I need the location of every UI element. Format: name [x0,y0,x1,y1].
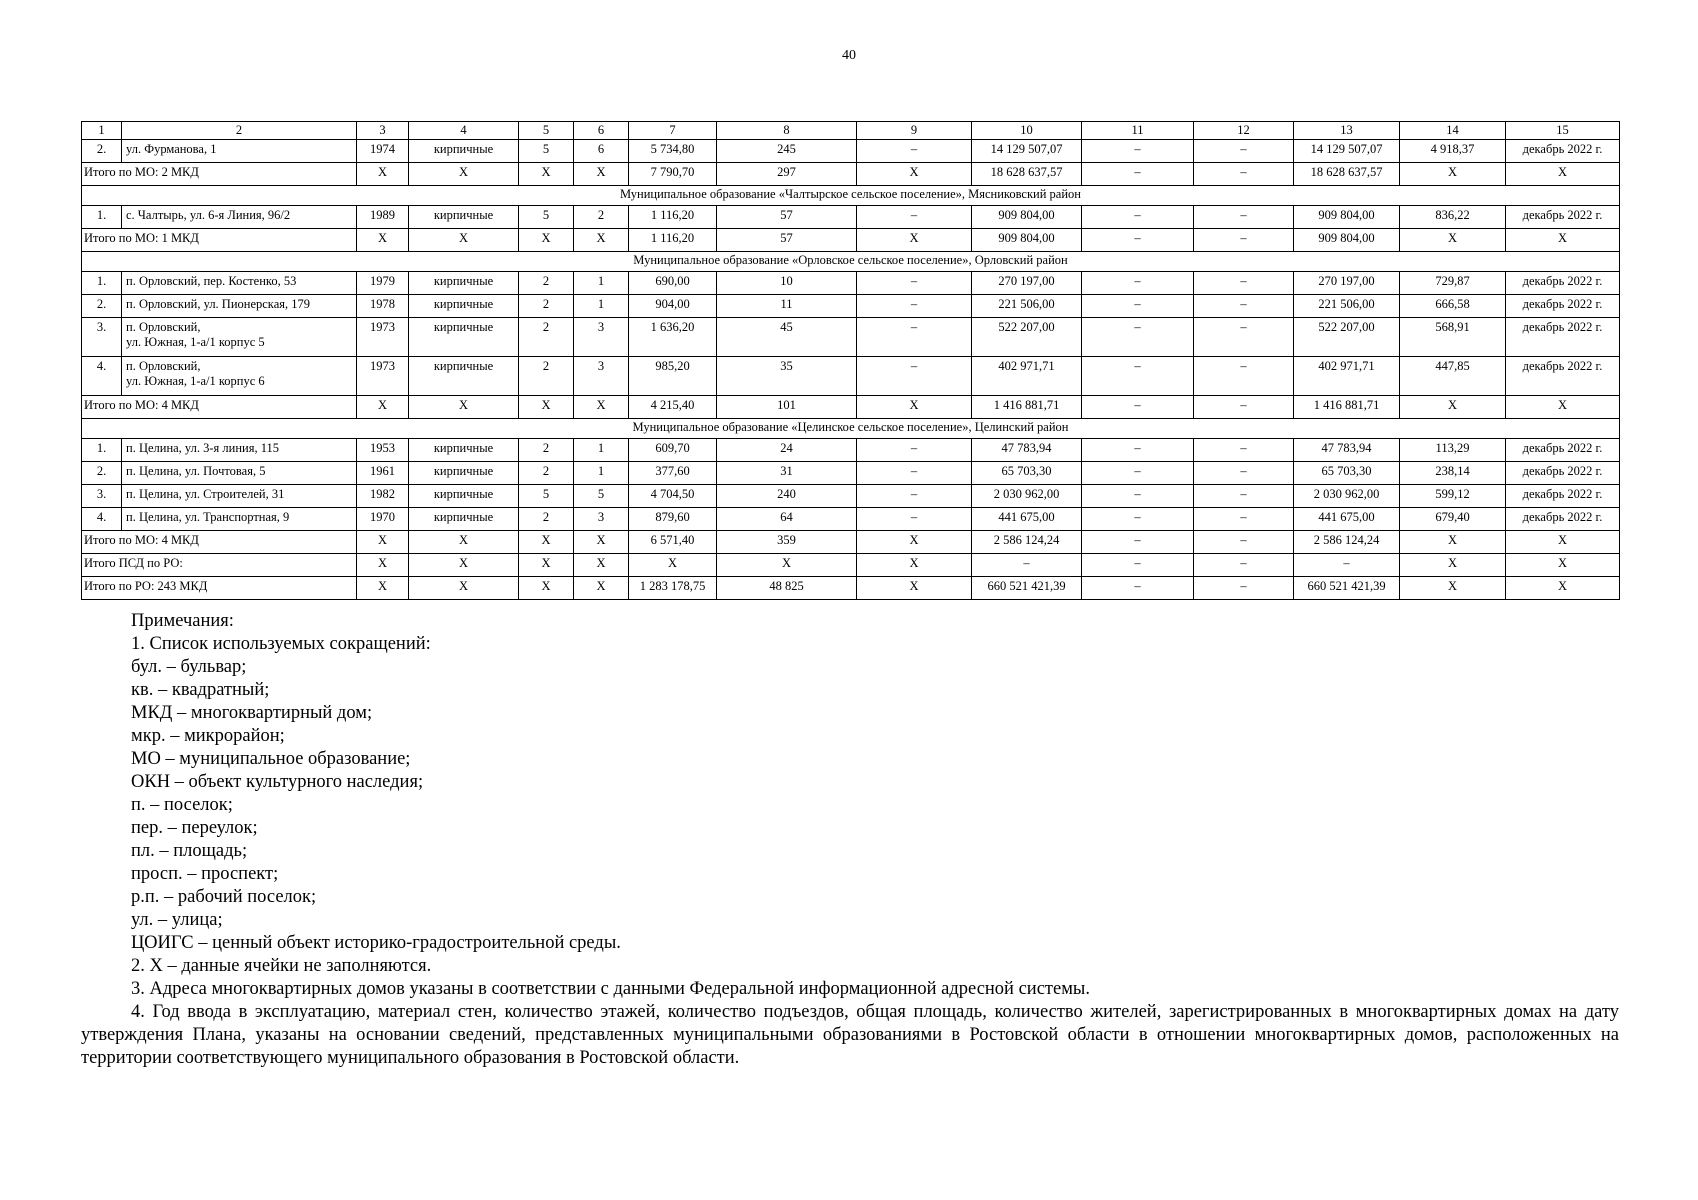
header-row [82,122,1620,140]
total-cell: 359 [717,531,857,554]
total-cell: X [1506,531,1620,554]
total-cell: X [574,554,629,577]
total-cell: X [1400,163,1506,186]
total-cell: 4 215,40 [629,396,717,419]
data-cell: 6 [574,140,629,163]
total-cell: 909 804,00 [1294,229,1400,252]
page-number: 40 [842,48,856,63]
total-cell: 1 416 881,71 [972,396,1082,419]
total-cell: X [629,554,717,577]
note-line: МО – муниципальное образование; [131,749,411,769]
data-cell: 1953 [357,439,409,462]
data-cell: 14 129 507,07 [972,140,1082,163]
data-cell: 447,85 [1400,357,1506,396]
total-cell: X [574,531,629,554]
data-cell: 402 971,71 [972,357,1082,396]
data-cell: – [1194,140,1294,163]
total-cell: 660 521 421,39 [972,577,1082,600]
notes-heading: Примечания: [131,611,234,631]
data-cell: – [1082,206,1194,229]
address-cell: с. Чалтырь, ул. 6-я Линия, 96/2 [122,206,357,229]
data-cell: декабрь 2022 г. [1506,295,1620,318]
section-title: Муниципальное образование «Целинское сельское поселение», Целинский район [82,419,1620,439]
data-cell: 57 [717,206,857,229]
total-cell: – [1082,229,1194,252]
data-cell: 2 [519,295,574,318]
data-cell: – [1194,272,1294,295]
data-cell: 240 [717,485,857,508]
total-cell: X [409,577,519,600]
data-cell: 3 [574,357,629,396]
data-cell: 402 971,71 [1294,357,1400,396]
row-number: 1. [82,439,122,462]
data-cell: 5 [519,206,574,229]
data-cell: 1973 [357,318,409,357]
data-cell: кирпичные [409,485,519,508]
note-line: МКД – многоквартирный дом; [131,703,373,723]
note-line: пл. – площадь; [131,841,248,861]
total-cell: 1 283 178,75 [629,577,717,600]
total-cell: X [1400,396,1506,419]
total-cell: X [1400,531,1506,554]
header-cell: 4 [409,122,519,140]
data-cell: 4 704,50 [629,485,717,508]
table-row [82,318,1620,357]
header-cell: 7 [629,122,717,140]
section-row [82,186,1620,206]
data-cell: 1 116,20 [629,206,717,229]
data-cell: декабрь 2022 г. [1506,439,1620,462]
data-cell: 985,20 [629,357,717,396]
table-row [82,485,1620,508]
total-cell: X [574,163,629,186]
row-number: 1. [82,272,122,295]
header-cell: 12 [1194,122,1294,140]
data-cell: 270 197,00 [1294,272,1400,295]
data-cell: 2 [519,357,574,396]
header-cell: 13 [1294,122,1400,140]
data-cell: декабрь 2022 г. [1506,206,1620,229]
data-cell: 14 129 507,07 [1294,140,1400,163]
data-cell: – [1082,357,1194,396]
data-cell: 2 030 962,00 [1294,485,1400,508]
table-row [82,508,1620,531]
housing-table [81,121,1620,600]
data-cell: декабрь 2022 г. [1506,462,1620,485]
note-line: пер. – переулок; [131,818,258,838]
total-label: Итого по МО: 2 МКД [82,163,357,186]
section-title: Муниципальное образование «Чалтырское сельское поселение», Мясниковский район [82,186,1620,206]
total-cell: X [1400,229,1506,252]
data-cell: – [1194,508,1294,531]
data-cell: 568,91 [1400,318,1506,357]
data-cell: кирпичные [409,272,519,295]
total-cell: X [857,163,972,186]
total-cell: – [1294,554,1400,577]
data-cell: 522 207,00 [972,318,1082,357]
data-cell: 441 675,00 [1294,508,1400,531]
data-cell: 377,60 [629,462,717,485]
total-cell: 6 571,40 [629,531,717,554]
data-cell: – [1082,439,1194,462]
data-cell: – [857,357,972,396]
data-cell: 1989 [357,206,409,229]
data-cell: 1973 [357,357,409,396]
data-cell: 2 [519,508,574,531]
address-cell: п. Орловский, ул. Южная, 1-а/1 корпус 5 [122,318,357,357]
data-cell: 2 [519,439,574,462]
data-cell: кирпичные [409,295,519,318]
total-row [82,163,1620,186]
note-line: 3. Адреса многоквартирных домов указаны в соответствии с данными Федеральной информационной адресной системы. [131,979,1090,999]
total-cell: – [1194,531,1294,554]
total-cell: X [519,577,574,600]
data-cell: 690,00 [629,272,717,295]
row-number: 2. [82,462,122,485]
address-cell: п. Целина, ул. Строителей, 31 [122,485,357,508]
note-line: мкр. – микрорайон; [131,726,285,746]
data-cell: декабрь 2022 г. [1506,357,1620,396]
total-cell: X [1506,163,1620,186]
total-cell: X [1506,577,1620,600]
total-cell: – [1082,163,1194,186]
header-cell: 6 [574,122,629,140]
total-cell: 909 804,00 [972,229,1082,252]
data-cell: 729,87 [1400,272,1506,295]
data-cell: 4 918,37 [1400,140,1506,163]
data-cell: 1 [574,295,629,318]
data-cell: 31 [717,462,857,485]
data-cell: 1979 [357,272,409,295]
address-cell: п. Целина, ул. Почтовая, 5 [122,462,357,485]
total-cell: X [857,554,972,577]
address-cell: п. Целина, ул. 3-я линия, 115 [122,439,357,462]
data-cell: кирпичные [409,318,519,357]
data-cell: декабрь 2022 г. [1506,272,1620,295]
data-cell: – [857,318,972,357]
note-line: кв. – квадратный; [131,680,270,700]
total-cell: 48 825 [717,577,857,600]
total-cell: 297 [717,163,857,186]
header-cell: 2 [122,122,357,140]
data-cell: 909 804,00 [972,206,1082,229]
section-title: Муниципальное образование «Орловское сельское поселение», Орловский район [82,252,1620,272]
header-cell: 11 [1082,122,1194,140]
data-cell: 64 [717,508,857,531]
data-cell: – [857,206,972,229]
total-cell: 18 628 637,57 [972,163,1082,186]
data-cell: 65 703,30 [972,462,1082,485]
header-cell: 3 [357,122,409,140]
data-cell: кирпичные [409,439,519,462]
total-row [82,531,1620,554]
total-cell: X [519,554,574,577]
section-row [82,252,1620,272]
data-cell: 1961 [357,462,409,485]
note-line: ул. – улица; [131,910,223,930]
total-cell: X [1506,396,1620,419]
total-cell: – [1082,554,1194,577]
data-cell: 5 [519,485,574,508]
data-cell: 879,60 [629,508,717,531]
note-line: п. – поселок; [131,795,233,815]
data-cell: 599,12 [1400,485,1506,508]
total-cell: X [357,163,409,186]
note-line: бул. – бульвар; [131,657,247,677]
data-cell: 2 [574,206,629,229]
address-cell: п. Целина, ул. Транспортная, 9 [122,508,357,531]
data-cell: 47 783,94 [1294,439,1400,462]
header-cell: 5 [519,122,574,140]
data-cell: 1970 [357,508,409,531]
table-row [82,140,1620,163]
data-cell: 45 [717,318,857,357]
note-paragraph: 4. Год ввода в эксплуатацию, материал стен, количество этажей, количество подъездов, общая площадь, количество жителей, зарегистрированных в многоквартирных домах на дату утверждения Плана, указаны на основании сведений, представленных муниципальными образованиями в Ростовской области в отношении многоквартирных домов, расположенных на территории соответствующего муниципального образования в Ростовской области. [81,1002,1619,1068]
total-cell: 1 116,20 [629,229,717,252]
section-row [82,419,1620,439]
data-cell: 113,29 [1400,439,1506,462]
total-cell: X [1506,229,1620,252]
total-label: Итого по МО: 4 МКД [82,531,357,554]
total-cell: – [1082,396,1194,419]
total-cell: 1 416 881,71 [1294,396,1400,419]
total-cell: X [1400,554,1506,577]
data-cell: – [1082,272,1194,295]
total-row [82,554,1620,577]
header-cell: 1 [82,122,122,140]
data-cell: – [1082,295,1194,318]
data-cell: декабрь 2022 г. [1506,508,1620,531]
data-cell: 836,22 [1400,206,1506,229]
data-cell: – [857,485,972,508]
data-cell: 1982 [357,485,409,508]
note-line: ОКН – объект культурного наследия; [131,772,424,792]
total-cell: X [857,396,972,419]
total-cell: – [1194,554,1294,577]
data-cell: – [857,272,972,295]
data-cell: 5 [574,485,629,508]
data-cell: кирпичные [409,206,519,229]
total-cell: X [519,396,574,419]
total-cell: X [519,229,574,252]
data-cell: 909 804,00 [1294,206,1400,229]
data-cell: 11 [717,295,857,318]
total-cell: 18 628 637,57 [1294,163,1400,186]
data-cell: 35 [717,357,857,396]
data-cell: 65 703,30 [1294,462,1400,485]
total-cell: – [1194,163,1294,186]
data-cell: 2 [519,272,574,295]
header-cell: 14 [1400,122,1506,140]
total-label: Итого ПСД по РО: [82,554,357,577]
note-line: 2. X – данные ячейки не заполняются. [131,956,432,976]
data-cell: 1978 [357,295,409,318]
data-cell: – [857,439,972,462]
data-cell: 1 [574,272,629,295]
data-cell: 2 [519,462,574,485]
total-cell: – [1194,577,1294,600]
data-cell: 221 506,00 [1294,295,1400,318]
data-cell: декабрь 2022 г. [1506,318,1620,357]
total-cell: 2 586 124,24 [1294,531,1400,554]
data-cell: кирпичные [409,508,519,531]
row-number: 4. [82,357,122,396]
total-cell: 57 [717,229,857,252]
data-cell: – [1082,462,1194,485]
data-cell: кирпичные [409,140,519,163]
data-cell: – [1082,485,1194,508]
total-cell: X [357,531,409,554]
row-number: 3. [82,485,122,508]
total-row [82,577,1620,600]
data-cell: 666,58 [1400,295,1506,318]
row-number: 4. [82,508,122,531]
table-row [82,357,1620,396]
data-cell: 24 [717,439,857,462]
total-cell: – [1082,531,1194,554]
address-cell: п. Орловский, пер. Костенко, 53 [122,272,357,295]
data-cell: – [1194,318,1294,357]
total-cell: X [717,554,857,577]
header-cell: 9 [857,122,972,140]
table-row [82,272,1620,295]
data-cell: – [857,462,972,485]
notes [81,610,1619,1070]
data-cell: 238,14 [1400,462,1506,485]
data-cell: – [1194,357,1294,396]
total-cell: 101 [717,396,857,419]
total-cell: X [409,229,519,252]
data-cell: – [1194,485,1294,508]
data-cell: 5 [519,140,574,163]
data-cell: 679,40 [1400,508,1506,531]
table-body [82,122,1620,600]
data-cell: – [1082,140,1194,163]
total-cell: X [519,163,574,186]
data-cell: 904,00 [629,295,717,318]
note-line: просп. – проспект; [131,864,279,884]
data-cell: 221 506,00 [972,295,1082,318]
total-cell: 2 586 124,24 [972,531,1082,554]
total-cell: X [409,531,519,554]
data-cell: 1 636,20 [629,318,717,357]
total-cell: – [972,554,1082,577]
data-cell: – [857,508,972,531]
data-cell: 3 [574,508,629,531]
note-line: 1. Список используемых сокращений: [131,634,431,654]
total-cell: X [1506,554,1620,577]
total-row [82,229,1620,252]
data-cell: – [857,295,972,318]
total-cell: X [574,229,629,252]
total-cell: – [1082,577,1194,600]
data-cell: – [1194,295,1294,318]
row-number: 3. [82,318,122,357]
data-cell: 2 [519,318,574,357]
table-row [82,462,1620,485]
row-number: 1. [82,206,122,229]
table-row [82,206,1620,229]
data-cell: 245 [717,140,857,163]
data-cell: 47 783,94 [972,439,1082,462]
row-number: 2. [82,295,122,318]
table-row [82,439,1620,462]
total-cell: – [1194,396,1294,419]
total-cell: X [357,396,409,419]
address-cell: п. Орловский, ул. Южная, 1-а/1 корпус 6 [122,357,357,396]
data-cell: 441 675,00 [972,508,1082,531]
data-cell: 609,70 [629,439,717,462]
total-cell: X [574,577,629,600]
table-row [82,295,1620,318]
total-label: Итого по РО: 243 МКД [82,577,357,600]
total-cell: X [409,554,519,577]
data-cell: – [1082,508,1194,531]
data-cell: 1974 [357,140,409,163]
data-cell: 1 [574,439,629,462]
total-cell: X [357,577,409,600]
data-cell: декабрь 2022 г. [1506,140,1620,163]
data-cell: – [857,140,972,163]
header-cell: 8 [717,122,857,140]
total-cell: X [857,531,972,554]
data-cell: – [1194,462,1294,485]
data-cell: декабрь 2022 г. [1506,485,1620,508]
note-line: р.п. – рабочий поселок; [131,887,317,907]
data-cell: 5 734,80 [629,140,717,163]
total-cell: X [857,577,972,600]
data-cell: 3 [574,318,629,357]
total-cell: X [409,163,519,186]
header-cell: 10 [972,122,1082,140]
note-line: ЦОИГС – ценный объект историко-градостроительной среды. [131,933,621,953]
data-cell: кирпичные [409,462,519,485]
total-cell: X [519,531,574,554]
total-label: Итого по МО: 4 МКД [82,396,357,419]
address-cell: ул. Фурманова, 1 [122,140,357,163]
address-cell: п. Орловский, ул. Пионерская, 179 [122,295,357,318]
data-cell: 1 [574,462,629,485]
data-cell: – [1082,318,1194,357]
data-cell: 270 197,00 [972,272,1082,295]
total-cell: X [1400,577,1506,600]
total-cell: X [357,229,409,252]
total-cell: X [574,396,629,419]
total-label: Итого по МО: 1 МКД [82,229,357,252]
data-cell: кирпичные [409,357,519,396]
data-cell: – [1194,439,1294,462]
total-cell: 7 790,70 [629,163,717,186]
total-cell: – [1194,229,1294,252]
row-number: 2. [82,140,122,163]
total-cell: X [357,554,409,577]
total-row [82,396,1620,419]
data-cell: 10 [717,272,857,295]
header-cell: 15 [1506,122,1620,140]
data-cell: 2 030 962,00 [972,485,1082,508]
notes-list [81,610,1619,1001]
total-cell: X [409,396,519,419]
data-cell: – [1194,206,1294,229]
data-cell: 522 207,00 [1294,318,1400,357]
total-cell: 660 521 421,39 [1294,577,1400,600]
total-cell: X [857,229,972,252]
